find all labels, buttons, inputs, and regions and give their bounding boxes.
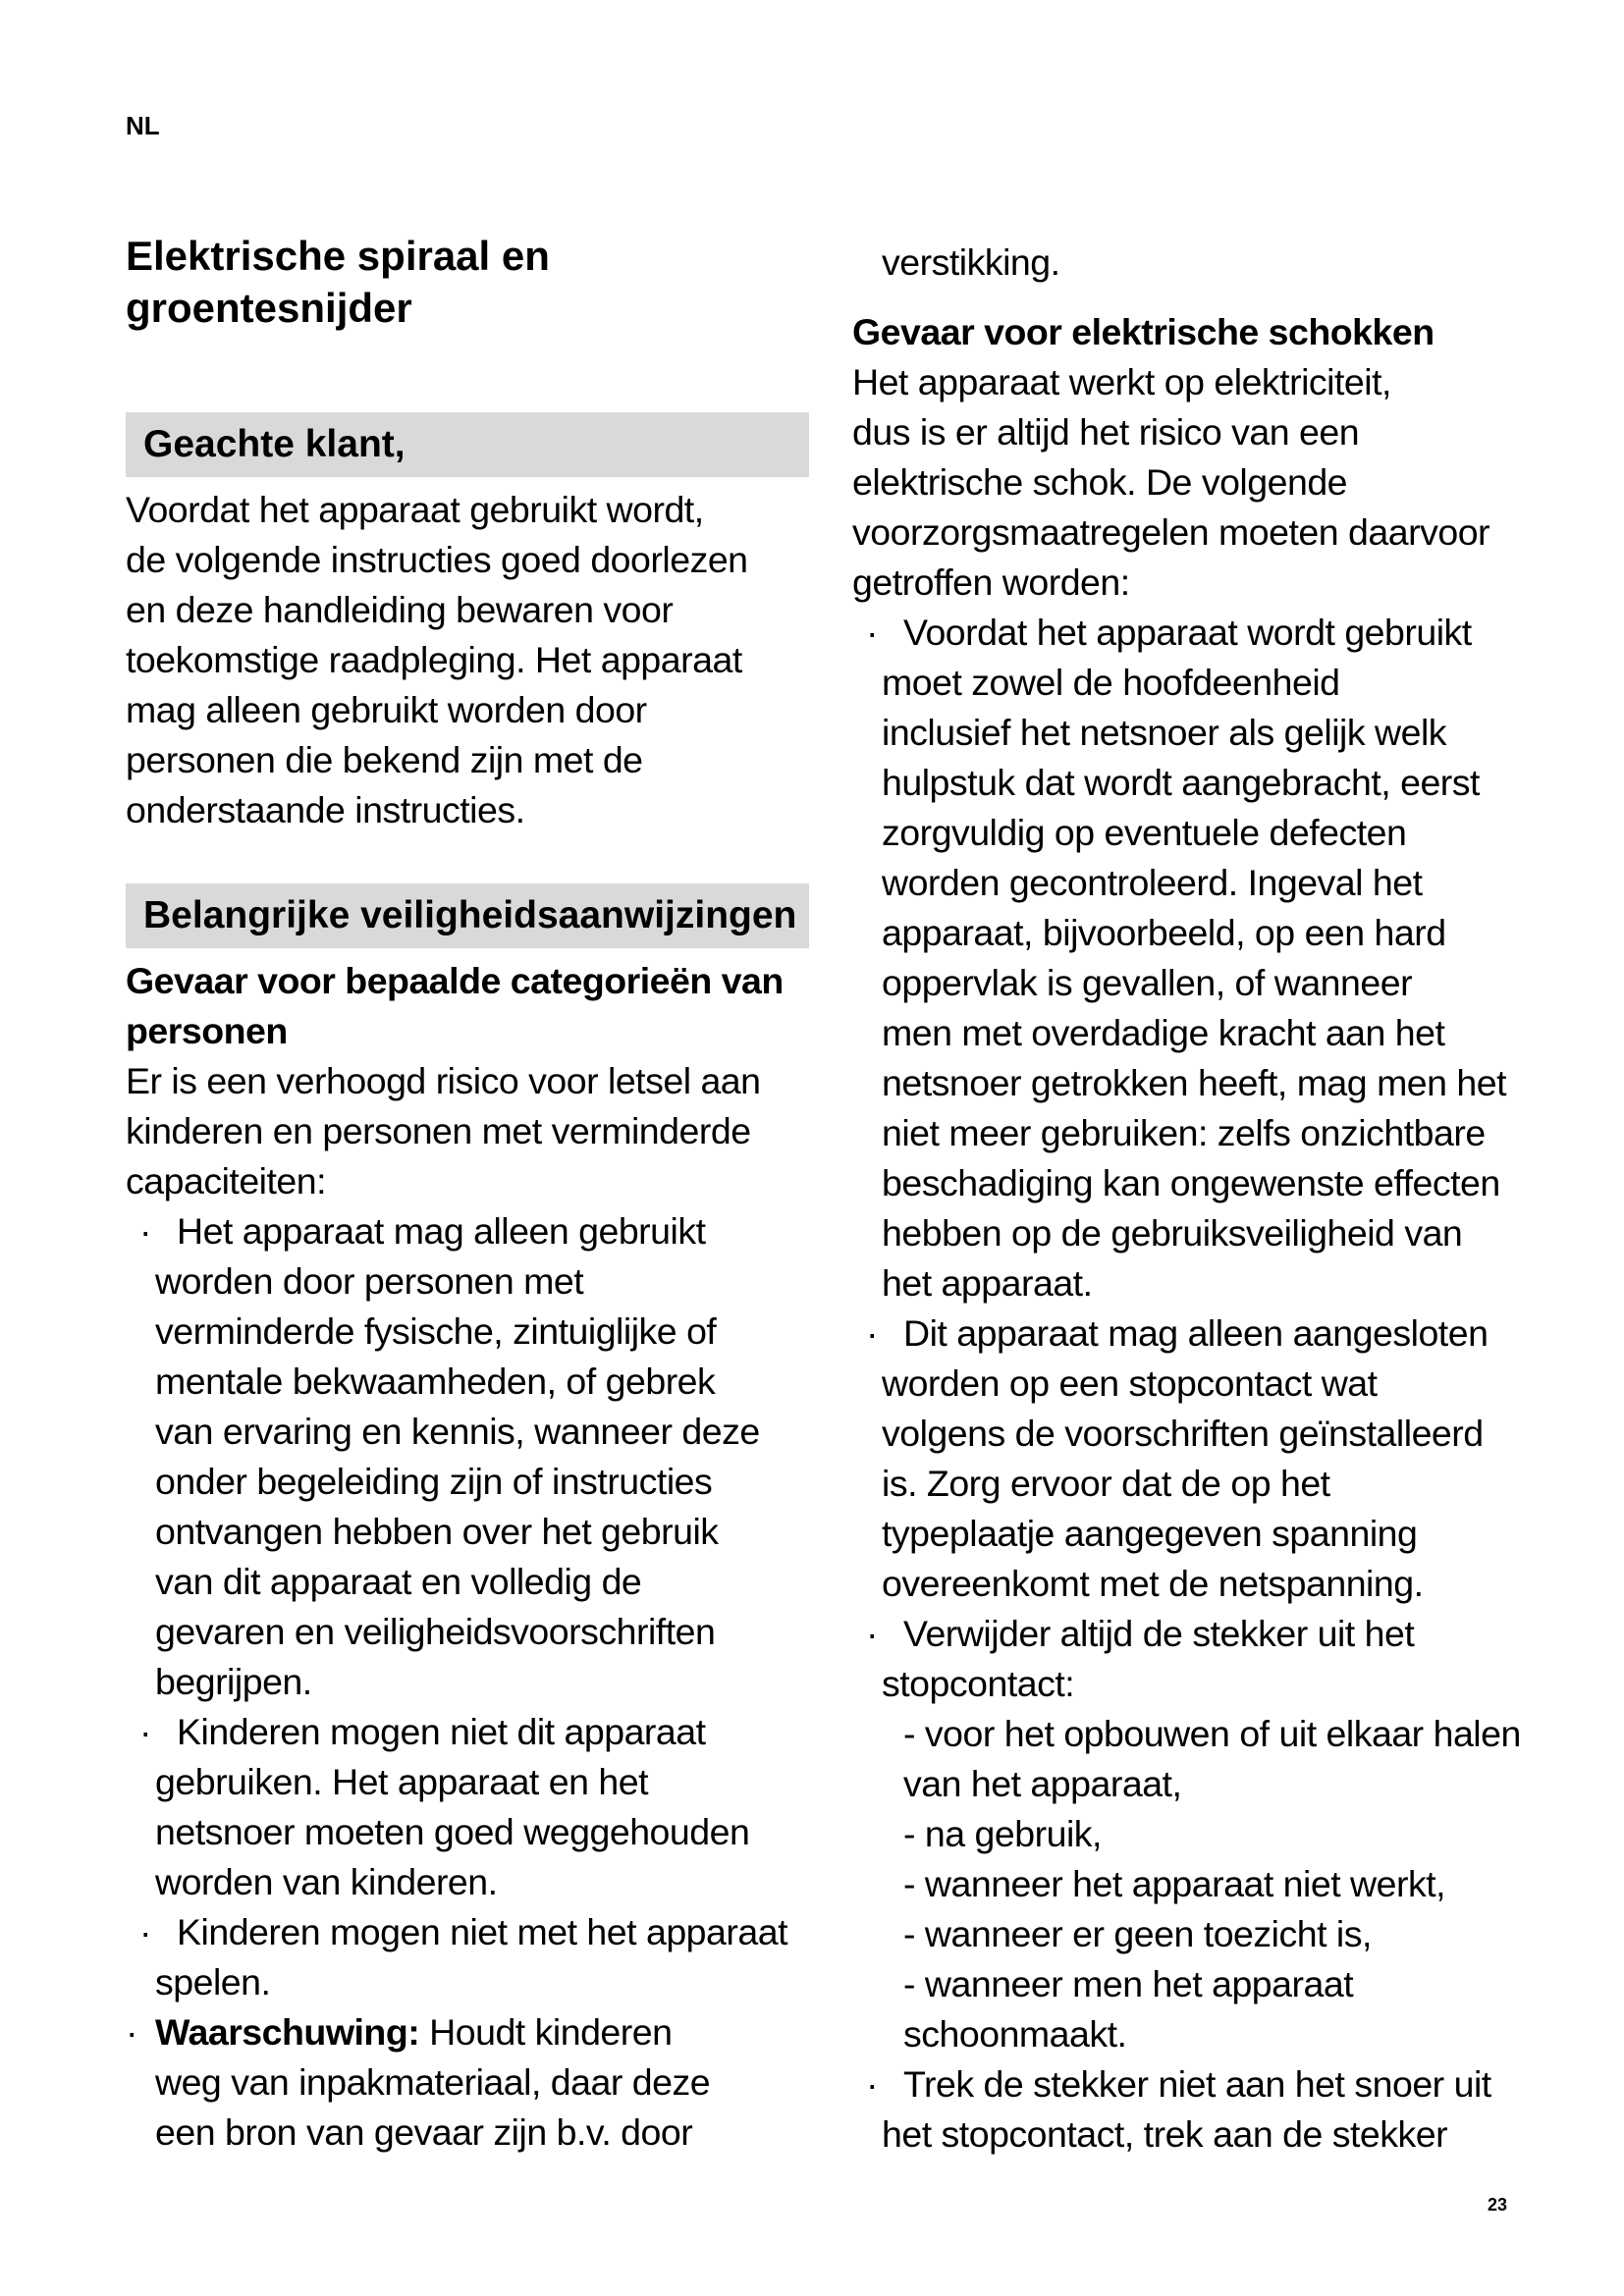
text-line: spelen. bbox=[155, 1961, 271, 2002]
bullet-text: Het apparaat mag alleen gebruikt bbox=[177, 1210, 706, 1252]
text-line: netsnoer moeten goed weggehouden bbox=[155, 1811, 750, 1852]
customer-heading: Geachte klant, bbox=[126, 412, 809, 477]
dash-line: schoonmaakt. bbox=[903, 2013, 1127, 2055]
text-line: is. Zorg ervoor dat de op het bbox=[882, 1463, 1330, 1504]
text-line: worden op een stopcontact wat bbox=[882, 1362, 1378, 1404]
text-line: gevaren en veiligheidsvoorschriften bbox=[155, 1611, 716, 1652]
text-line: inclusief het netsnoer als gelijk welk bbox=[882, 712, 1447, 753]
bullet-text: Trek de stekker niet aan het snoer uit bbox=[903, 2063, 1491, 2105]
text-line: typeplaatje aangegeven spanning bbox=[882, 1513, 1418, 1554]
warning-item bbox=[126, 2007, 813, 2057]
title-line: Elektrische spiraal en bbox=[126, 233, 550, 279]
text-line: niet meer gebruiken: zelfs onzichtbare bbox=[882, 1112, 1486, 1153]
text-line: en deze handleiding bewaren voor bbox=[126, 589, 674, 630]
bullet-dot: · bbox=[866, 1312, 878, 1354]
dash-line: - na gebruik, bbox=[903, 1813, 1102, 1854]
risk-section bbox=[126, 956, 813, 2158]
text-line: een bron van gevaar zijn b.v. door bbox=[155, 2111, 693, 2153]
text-line: begrijpen. bbox=[155, 1661, 312, 1702]
risk-heading-line: personen bbox=[126, 1010, 288, 1051]
text-line: van ervaring en kennis, wanneer deze bbox=[155, 1411, 760, 1452]
text-line: worden door personen met bbox=[155, 1260, 584, 1302]
text-line: mag alleen gebruikt worden door bbox=[126, 689, 647, 730]
title-line: groentesnijder bbox=[126, 285, 412, 331]
text-line: de volgende instructies goed doorlezen bbox=[126, 539, 748, 580]
text-line: moet zowel de hoofdeenheid bbox=[882, 662, 1340, 703]
bullet-item bbox=[852, 1308, 1559, 1359]
text-line: men met overdadige kracht aan het bbox=[882, 1012, 1445, 1053]
text-line: voorzorgsmaatregelen moeten daarvoor bbox=[852, 511, 1490, 553]
bullet-text: Dit apparaat mag alleen aangesloten bbox=[903, 1312, 1489, 1354]
bullet-item bbox=[126, 1907, 813, 1957]
bullet-dot: · bbox=[866, 1613, 878, 1654]
text-line: Er is een verhoogd risico voor letsel aan bbox=[126, 1060, 761, 1101]
bullet-dot: · bbox=[866, 2063, 878, 2105]
dash-line: - wanneer er geen toezicht is, bbox=[903, 1913, 1372, 1954]
risk-heading-line: Gevaar voor bepaalde categorieën van bbox=[126, 960, 784, 1001]
text-line: personen die bekend zijn met de bbox=[126, 739, 643, 780]
safety-heading: Belangrijke veiligheidsaanwijzingen bbox=[126, 883, 809, 948]
text-line: mentale bekwaamheden, of gebrek bbox=[155, 1361, 716, 1402]
page-number: 23 bbox=[1488, 2195, 1508, 2215]
dash-line: - wanneer het apparaat niet werkt, bbox=[903, 1863, 1446, 1904]
dash-line: - wanneer men het apparaat bbox=[903, 1963, 1354, 2004]
text-line: oppervlak is gevallen, of wanneer bbox=[882, 962, 1413, 1003]
dash-line: - voor het opbouwen of uit elkaar halen bbox=[903, 1713, 1521, 1754]
bullet-item bbox=[126, 1206, 813, 1256]
bullet-item bbox=[852, 1609, 1559, 1659]
text-line: hebben op de gebruiksveiligheid van bbox=[882, 1212, 1463, 1254]
right-column bbox=[852, 238, 1559, 2160]
text-line: ontvangen hebben over het gebruik bbox=[155, 1511, 719, 1552]
text-line: onder begeleiding zijn of instructies bbox=[155, 1461, 713, 1502]
text-line: zorgvuldig op eventuele defecten bbox=[882, 812, 1407, 853]
text-line: verstikking. bbox=[882, 241, 1060, 283]
text-line: worden van kinderen. bbox=[155, 1861, 498, 1902]
text-line: beschadiging kan ongewenste effecten bbox=[882, 1162, 1500, 1203]
warning-label: Waarschuwing: bbox=[155, 2011, 420, 2053]
text-line: het stopcontact, trek aan de stekker bbox=[882, 2113, 1448, 2155]
bullet-text: Kinderen mogen niet met het apparaat bbox=[177, 1911, 788, 1952]
text-line: het apparaat. bbox=[882, 1262, 1093, 1304]
text-line: gebruiken. Het apparaat en het bbox=[155, 1761, 649, 1802]
bullet-item bbox=[852, 2059, 1559, 2109]
text-line: van dit apparaat en volledig de bbox=[155, 1561, 642, 1602]
warning-text: Houdt kinderen bbox=[429, 2011, 673, 2053]
intro-paragraph bbox=[126, 485, 748, 835]
bullet-dot: · bbox=[139, 1711, 151, 1752]
text-line: onderstaande instructies. bbox=[126, 789, 525, 830]
bullet-dot: · bbox=[139, 1210, 151, 1252]
text-line: overeenkomt met de netspanning. bbox=[882, 1563, 1424, 1604]
text-line: netsnoer getrokken heeft, mag men het bbox=[882, 1062, 1507, 1103]
language-code: NL bbox=[126, 111, 160, 140]
text-line: stopcontact: bbox=[882, 1663, 1075, 1704]
text-line: toekomstige raadpleging. Het apparaat bbox=[126, 639, 742, 680]
text-line: kinderen en personen met verminderde bbox=[126, 1110, 751, 1151]
bullet-item bbox=[852, 608, 1559, 658]
text-line: worden gecontroleerd. Ingeval het bbox=[882, 862, 1423, 903]
bullet-dot: · bbox=[139, 1911, 151, 1952]
dash-line: van het apparaat, bbox=[903, 1763, 1182, 1804]
text-line: volgens de voorschriften geïnstalleerd bbox=[882, 1413, 1484, 1454]
bullet-item bbox=[126, 1707, 813, 1757]
text-line: hulpstuk dat wordt aangebracht, eerst bbox=[882, 762, 1480, 803]
bullet-text: Voordat het apparaat wordt gebruikt bbox=[903, 612, 1472, 653]
bullet-text: Verwijder altijd de stekker uit het bbox=[903, 1613, 1415, 1654]
bullet-text: Kinderen mogen niet dit apparaat bbox=[177, 1711, 706, 1752]
text-line: getroffen worden: bbox=[852, 561, 1130, 603]
text-line: capaciteiten: bbox=[126, 1160, 327, 1201]
text-line: weg van inpakmateriaal, daar deze bbox=[155, 2061, 711, 2103]
text-line: verminderde fysische, zintuiglijke of bbox=[155, 1310, 717, 1352]
bullet-dot: · bbox=[866, 612, 878, 653]
document-title bbox=[126, 230, 550, 334]
text-line: Voordat het apparaat gebruikt wordt, bbox=[126, 489, 704, 530]
electric-heading: Gevaar voor elektrische schokken bbox=[852, 311, 1435, 352]
bullet-dot: · bbox=[126, 2011, 137, 2053]
text-line: dus is er altijd het risico van een bbox=[852, 411, 1360, 453]
text-line: apparaat, bijvoorbeeld, op een hard bbox=[882, 912, 1446, 953]
text-line: elektrische schok. De volgende bbox=[852, 461, 1348, 503]
text-line: Het apparaat werkt op elektriciteit, bbox=[852, 361, 1391, 402]
